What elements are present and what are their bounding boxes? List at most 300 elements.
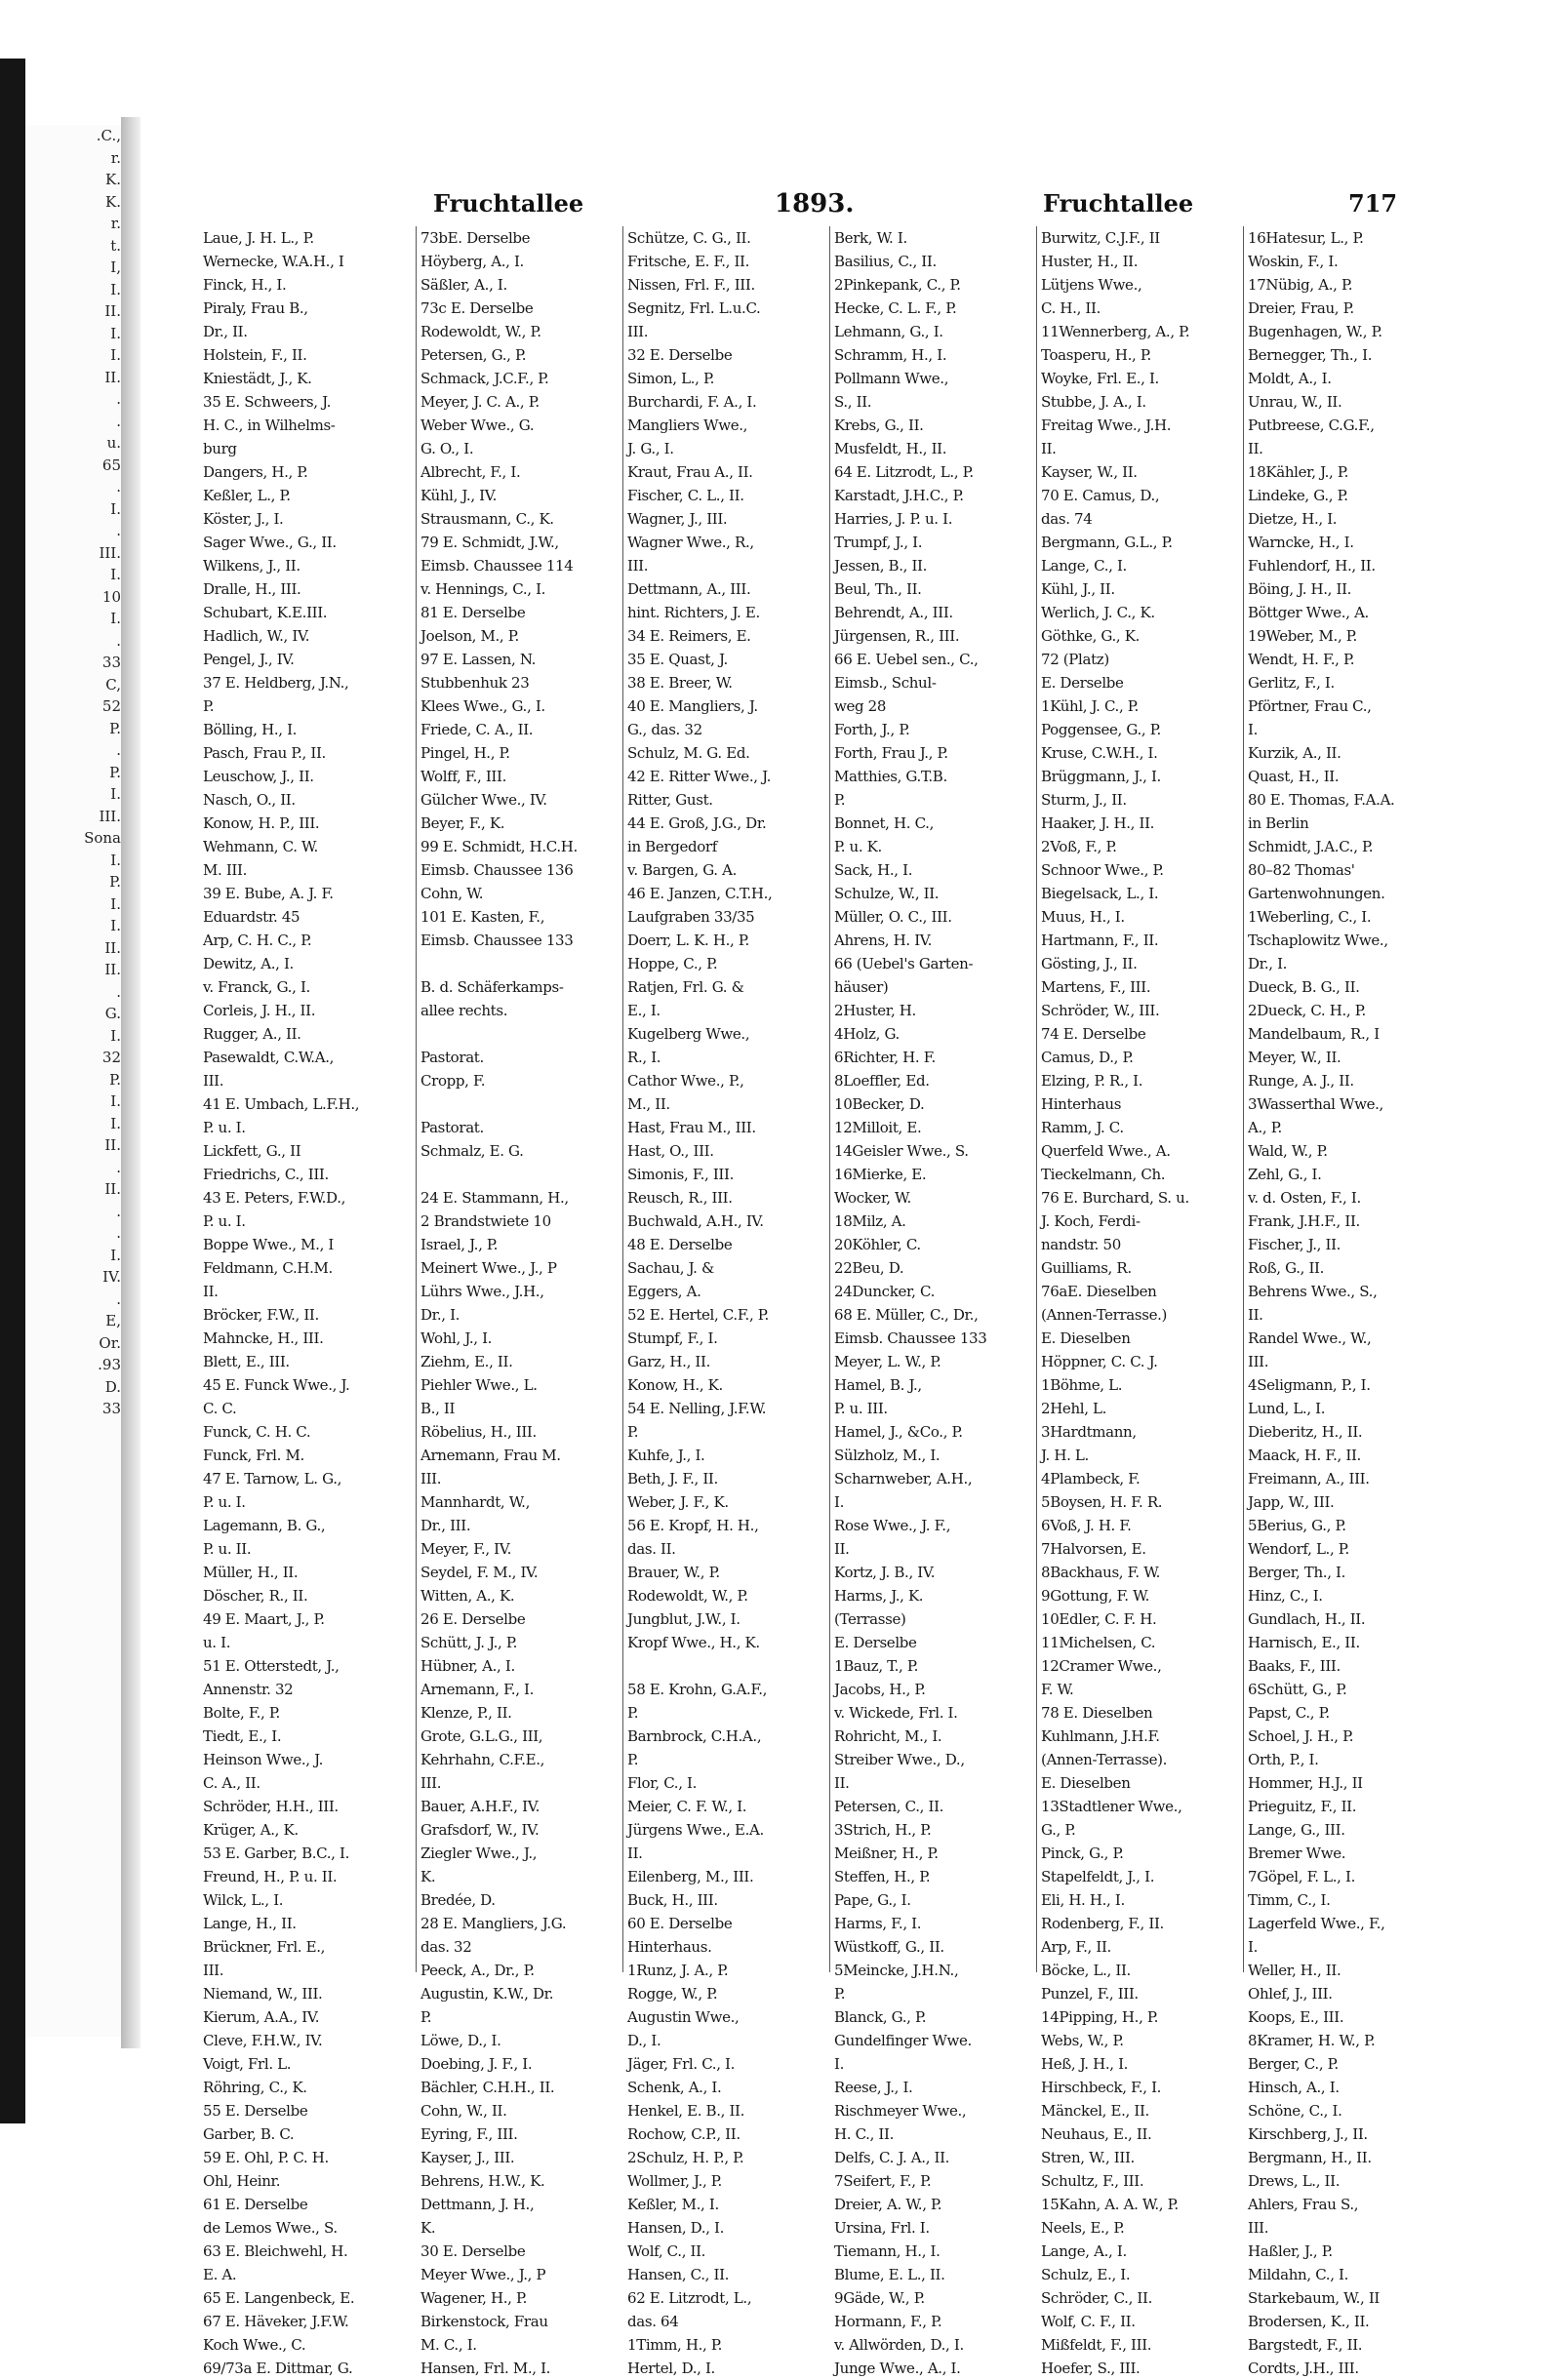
entry-line: 5Meincke, J.H.N., [834, 1962, 959, 1979]
entry-line: 9Gäde, W., P. [834, 2289, 925, 2307]
entry-line: Cohn, W. [420, 885, 484, 902]
entry-line: (Terrasse) [834, 1610, 906, 1628]
entry-line: Wolff, F., III. [420, 768, 507, 785]
entry-line: 10Becker, D. [834, 1095, 925, 1113]
entry-line: E. Derselbe [1041, 674, 1124, 692]
entry-line: Dettmann, J. H., [420, 2196, 535, 2213]
facing-page-fragment: I. [110, 346, 121, 364]
entry-line: Bugenhagen, W., P. [1248, 323, 1382, 340]
entry-line: Unrau, W., II. [1248, 393, 1342, 411]
facing-page-fragment: K. [105, 171, 121, 188]
entry-line: Roß, G., II. [1248, 1259, 1325, 1277]
entry-line: Lagerfeld Wwe., F., [1248, 1915, 1385, 1932]
entry-line: Doerr, L. K. H., P. [627, 932, 749, 949]
entry-line: Ohlef, J., III. [1248, 1985, 1333, 2003]
entry-line: Martens, F., III. [1041, 978, 1151, 996]
entry-line: Brüggmann, J., I. [1041, 768, 1161, 785]
entry-line: Wehmann, C. W. [203, 838, 318, 855]
entry-line: v. Hennings, C., I. [420, 580, 546, 598]
entry-line: B. d. Schäferkamps- [420, 978, 564, 996]
entry-line: Eimsb. Chaussee 114 [420, 557, 574, 575]
entry-line: 80–82 Thomas' [1248, 861, 1355, 879]
facing-page-fragment: . [116, 982, 121, 1001]
entry-line: 16Hatesur, L., P. [1248, 229, 1364, 247]
entry-line: Pape, G., I. [834, 1891, 911, 1909]
entry-line: Joelson, M., P. [420, 627, 519, 645]
entry-line: Bolte, F., P. [203, 1704, 280, 1722]
entry-line: P. u. III. [834, 1400, 888, 1417]
entry-line: Behrens, H.W., K. [420, 2172, 545, 2190]
entry-line: Jürgens Wwe., E.A. [627, 1821, 764, 1839]
entry-line: P. [834, 791, 846, 809]
entry-line: 35 E. Quast, J. [627, 651, 728, 668]
entry-line: Schröder, W., III. [1041, 1002, 1160, 1019]
scan-border [0, 59, 25, 2123]
entry-line: Beyer, F., K. [420, 814, 505, 832]
entry-line: Hoefer, S., III. [1041, 2360, 1141, 2377]
facing-page-fragment: I. [110, 324, 121, 342]
entry-line: Dr., I. [1248, 955, 1288, 972]
entry-line: 81 E. Derselbe [420, 604, 526, 621]
facing-page-fragment: III. [99, 543, 121, 562]
entry-line: Bauer, A.H.F., IV. [420, 1798, 540, 1815]
entry-line: J. Koch, Ferdi- [1041, 1212, 1141, 1230]
facing-page-fragment: . [116, 1289, 121, 1308]
facing-page-fragment: . [116, 522, 121, 539]
entry-line: Mangliers Wwe., [627, 416, 748, 434]
entry-line: Guilliams, R. [1041, 1259, 1132, 1277]
entry-line: Weller, H., II. [1248, 1962, 1341, 1979]
entry-line: Hast, O., III. [627, 1142, 714, 1160]
entry-line: E. A. [203, 2266, 237, 2283]
entry-line: III. [420, 1470, 442, 1488]
entry-line: Dewitz, A., I. [203, 955, 294, 972]
entry-line: Gundelfinger Wwe. [834, 2032, 972, 2049]
entry-line: 24Duncker, C. [834, 1283, 936, 1300]
entry-line: E. Derselbe [834, 1634, 917, 1651]
entry-line: Jungblut, J.W., I. [627, 1610, 740, 1628]
entry-line: Friedrichs, C., III. [203, 1166, 329, 1183]
entry-line: Gartenwohnungen. [1248, 885, 1385, 902]
entry-line: 3Wasserthal Wwe., [1248, 1095, 1383, 1113]
entry-line: Rodenberg, F., II. [1041, 1915, 1164, 1932]
entry-line: 4Plambeck, F. [1041, 1470, 1141, 1488]
entry-line: Schultz, F., III. [1041, 2172, 1144, 2190]
facing-page-fragment: r. [110, 148, 121, 167]
entry-line: Drews, L., II. [1248, 2172, 1341, 2190]
entry-line: Behrendt, A., III. [834, 604, 953, 621]
entry-line: Wendt, H. F., P. [1248, 651, 1355, 668]
entry-line: v. d. Osten, F., I. [1248, 1189, 1361, 1207]
entry-line: Höppner, C. C. J. [1041, 1353, 1158, 1370]
entry-line: Schröder, H.H., III. [203, 1798, 339, 1815]
entry-line: Prieguitz, F., II. [1248, 1798, 1357, 1815]
entry-line: 9Gottung, F. W. [1041, 1587, 1149, 1605]
entry-line: Meyer, F., IV. [420, 1540, 512, 1558]
entry-line: 40 E. Mangliers, J. [627, 697, 758, 715]
entry-line: 18Milz, A. [834, 1212, 906, 1230]
entry-line: Pinck, G., P. [1041, 1844, 1124, 1862]
entry-line: Cleve, F.H.W., IV. [203, 2032, 323, 2049]
entry-line: 4Holz, G. [834, 1025, 900, 1043]
entry-line: Lange, H., II. [203, 1915, 297, 1932]
entry-line: Wagner Wwe., R., [627, 534, 754, 551]
entry-line: nandstr. 50 [1041, 1236, 1121, 1253]
entry-line: Rose Wwe., J. F., [834, 1517, 951, 1534]
entry-line: Schöne, C., I. [1248, 2102, 1342, 2120]
entry-line: 1Runz, J. A., P. [627, 1962, 729, 1979]
entry-line: Maack, H. F., II. [1248, 1447, 1361, 1464]
entry-line: Schoel, J. H., P. [1248, 1727, 1354, 1745]
entry-line: 24 E. Stammann, H., [420, 1189, 569, 1207]
entry-line: 6Schütt, G., P. [1248, 1681, 1347, 1698]
entry-line: G., P. [1041, 1821, 1076, 1839]
entry-line: in Bergedorf [627, 838, 717, 855]
entry-line: P. u. I. [203, 1212, 246, 1230]
entry-line: 13Stadtlener Wwe., [1041, 1798, 1182, 1815]
entry-line: Augustin, K.W., Dr. [420, 1985, 554, 2003]
entry-line: Mandelbaum, R., I [1248, 1025, 1380, 1043]
entry-line: 67 E. Häveker, J.F.W. [203, 2313, 349, 2330]
entry-line: Tschaplowitz Wwe., [1248, 932, 1388, 949]
entry-line: Augustin Wwe., [627, 2008, 740, 2026]
directory-page [140, 146, 1483, 2377]
entry-line: Eimsb. Chaussee 136 [420, 861, 574, 879]
facing-page-fragment: . [116, 1224, 121, 1242]
entry-line: Lehmann, G., I. [834, 323, 943, 340]
entry-line: Arp, F., II. [1041, 1938, 1111, 1956]
entry-line: Sturm, J., II. [1041, 791, 1127, 809]
entry-line: 54 E. Nelling, J.F.W. [627, 1400, 767, 1417]
entry-line: Quast, H., II. [1248, 768, 1340, 785]
entry-line: 79 E. Schmidt, J.W., [420, 534, 559, 551]
entry-line: Ramm, J. C. [1041, 1119, 1124, 1136]
entry-line: Dr., I. [420, 1306, 460, 1324]
entry-line: Freitag Wwe., J.H. [1041, 416, 1172, 434]
entry-line: Grote, G.L.G., III, [420, 1727, 543, 1745]
entry-line: burg [203, 440, 237, 457]
entry-line: I. [1248, 721, 1258, 738]
entry-line: Barnbrock, C.H.A., [627, 1727, 762, 1745]
entry-line: 1Böhme, L. [1041, 1376, 1123, 1394]
entry-line: Buchwald, A.H., IV. [627, 1212, 764, 1230]
entry-line: Schmalz, E. G. [420, 1142, 524, 1160]
entry-line: K. [420, 2219, 436, 2237]
entry-line: Biegelsack, L., I. [1041, 885, 1159, 902]
entry-line: 2Schulz, H. P., P. [627, 2149, 744, 2166]
entry-line: Eilenberg, M., III. [627, 1868, 754, 1885]
entry-line: Keßler, M., I. [627, 2196, 719, 2213]
entry-line: Pasch, Frau P., II. [203, 744, 326, 762]
entry-line: Jessen, B., II. [834, 557, 928, 575]
entry-line: Hommer, H.J., II [1248, 1774, 1363, 1792]
entry-line: Freund, H., P. u. II. [203, 1868, 338, 1885]
entry-line: 20Köhler, C. [834, 1236, 921, 1253]
entry-line: Beth, J. F., II. [627, 1470, 718, 1488]
entry-line: Stumpf, F., I. [627, 1329, 718, 1347]
entry-line: 14Geisler Wwe., S. [834, 1142, 969, 1160]
entry-line: Wagener, H., P. [420, 2289, 528, 2307]
entry-line: 2 Brandstwiete 10 [420, 1212, 551, 1230]
entry-line: 3Strich, H., P. [834, 1821, 932, 1839]
facing-page-fragment: II. [104, 302, 121, 320]
entry-line: Garz, H., II. [627, 1353, 710, 1370]
entry-line: Kraut, Frau A., II. [627, 463, 753, 481]
entry-line: Musfeldt, H., II. [834, 440, 947, 457]
entry-line: B., II [420, 1400, 456, 1417]
entry-line: Ratjen, Frl. G. & [627, 978, 744, 996]
entry-line: Eduardstr. 45 [203, 908, 300, 926]
entry-line: Wald, W., P. [1248, 1142, 1328, 1160]
entry-line: hint. Richters, J. E. [627, 604, 760, 621]
entry-line: Huster, H., II. [1041, 253, 1139, 270]
entry-line: Wilck, L., I. [203, 1891, 284, 1909]
column-5 [1036, 226, 1244, 2377]
entry-line: 7Halvorsen, E. [1041, 1540, 1146, 1558]
page-number: 717 [1348, 189, 1398, 218]
entry-line: R., I. [627, 1049, 661, 1066]
entry-line: P. [627, 1751, 639, 1768]
entry-line: Corleis, J. H., II. [203, 1002, 316, 1019]
entry-line: Heinson Wwe., J. [203, 1751, 324, 1768]
entry-line: Moldt, A., I. [1248, 370, 1332, 387]
entry-line: Bredée, D. [420, 1891, 496, 1909]
entry-line: Reusch, R., III. [627, 1189, 733, 1207]
entry-line: Klees Wwe., G., I. [420, 697, 545, 715]
entry-line: 3Hardtmann, [1041, 1423, 1137, 1441]
entry-line: M., II. [627, 1095, 670, 1113]
entry-line: Wolf, C., II. [627, 2242, 706, 2260]
entry-line: 46 E. Janzen, C.T.H., [627, 885, 773, 902]
entry-line: 62 E. Litzrodt, L., [627, 2289, 752, 2307]
entry-line: Basilius, C., II. [834, 253, 937, 270]
entry-line: Wilkens, J., II. [203, 557, 300, 575]
entry-line: 12Cramer Wwe., [1041, 1657, 1162, 1675]
entry-line: Bonnet, H. C., [834, 814, 935, 832]
entry-line: Querfeld Wwe., A. [1041, 1142, 1171, 1160]
entry-line: 8Backhaus, F. W. [1041, 1564, 1161, 1581]
entry-line: Ritter, Gust. [627, 791, 713, 809]
entry-line: 30 E. Derselbe [420, 2242, 526, 2260]
entry-line: 80 E. Thomas, F.A.A. [1248, 791, 1395, 809]
entry-line: Voigt, Frl. L. [203, 2055, 292, 2073]
entry-line: Bergmann, H., II. [1248, 2149, 1372, 2166]
entry-line: Bargstedt, F., II. [1248, 2336, 1363, 2354]
entry-line: 72 (Platz) [1041, 651, 1109, 668]
entry-line: Hinterhaus. [627, 1938, 712, 1956]
entry-line: Mildahn, C., I. [1248, 2266, 1349, 2283]
entry-line: Wohl, J., I. [420, 1329, 493, 1347]
entry-line: Woskin, F., I. [1248, 253, 1339, 270]
facing-page-fragment: I. [110, 1092, 121, 1110]
address-columns [203, 226, 1483, 2377]
entry-line: Eimsb. Chaussee 133 [834, 1329, 987, 1347]
street-heading-left: Fruchtallee [433, 189, 584, 218]
entry-line: Kuhlmann, J.H.F. [1041, 1727, 1160, 1745]
facing-page-fragment: 33 [101, 1400, 121, 1417]
street-heading-right: Fruchtallee [1043, 189, 1194, 218]
facing-page-fragment: Or. [99, 1333, 121, 1352]
entry-line: Schütt, J. J., P. [420, 1634, 517, 1651]
entry-line [420, 1163, 623, 1186]
entry-line: Schmidt, J.A.C., P. [1248, 838, 1374, 855]
entry-line: weg 28 [834, 697, 887, 715]
entry-line: Camus, D., P. [1041, 1049, 1134, 1066]
entry-line: Piraly, Frau B., [203, 299, 308, 317]
facing-page-fragment: I. [110, 851, 121, 869]
entry-line: Arnemann, Frau M. [420, 1447, 561, 1464]
facing-page-fragment: I. [110, 1114, 121, 1132]
entry-line: Burwitz, C.J.F., II [1041, 229, 1160, 247]
entry-line: Lange, C., I. [1041, 557, 1127, 575]
entry-line: Schröder, C., II. [1041, 2289, 1152, 2307]
entry-line: Hartmann, F., II. [1041, 932, 1159, 949]
entry-line: Laufgraben 33/35 [627, 908, 755, 926]
entry-line: Bröcker, F.W., II. [203, 1306, 319, 1324]
entry-line: Dralle, H., III. [203, 580, 301, 598]
entry-line: II. [834, 1774, 850, 1792]
entry-line: Hinterhaus [1041, 1095, 1122, 1113]
entry-line: Heß, J. H., I. [1041, 2055, 1129, 2073]
entry-line: Rugger, A., II. [203, 1025, 301, 1043]
entry-line: Haaker, J. H., II. [1041, 814, 1155, 832]
entry-line: Kortz, J. B., IV. [834, 1564, 936, 1581]
entry-line: Hamel, J., &Co., P. [834, 1423, 963, 1441]
entry-line: Japp, W., III. [1248, 1493, 1335, 1511]
entry-line: Stren, W., III. [1041, 2149, 1135, 2166]
entry-line: Ahlers, Frau S., [1248, 2196, 1359, 2213]
entry-line: Burchardi, F. A., I. [627, 393, 757, 411]
entry-line: Feldmann, C.H.M. [203, 1259, 333, 1277]
entry-line: Meyer Wwe., J., P [420, 2266, 546, 2283]
entry-line: I. [834, 2055, 844, 2073]
entry-line: Böcke, L., II. [1041, 1962, 1131, 1979]
entry-line: E. Dieselben [1041, 1774, 1131, 1792]
entry-line: P. u. I. [203, 1493, 246, 1511]
entry-line [420, 1022, 623, 1046]
entry-line: 48 E. Derselbe [627, 1236, 733, 1253]
entry-line: Müller, H., II. [203, 1564, 299, 1581]
entry-line: Wüstkoff, G., II. [834, 1938, 944, 1956]
entry-line: Zehl, G., I. [1248, 1166, 1322, 1183]
facing-page-fragment: I. [110, 280, 121, 298]
entry-line: M. C., I. [420, 2336, 477, 2354]
entry-line: 18Kähler, J., P. [1248, 463, 1349, 481]
entry-line: 14Pipping, H., P. [1041, 2008, 1159, 2026]
entry-line: Hormann, F., P. [834, 2313, 942, 2330]
entry-line: 76aE. Dieselben [1041, 1283, 1157, 1300]
entry-line: D., I. [627, 2032, 661, 2049]
entry-line: Fischer, C. L., II. [627, 487, 744, 504]
facing-page-fragment: II. [104, 961, 121, 978]
entry-line: 78 E. Dieselben [1041, 1704, 1153, 1722]
entry-line: Bergmann, G.L., P. [1041, 534, 1173, 551]
entry-line: Mahncke, H., III. [203, 1329, 324, 1347]
entry-line: Segnitz, Frl. L.u.C. [627, 299, 761, 317]
entry-line: III. [627, 323, 649, 340]
entry-line: Timm, C., I. [1248, 1891, 1331, 1909]
entry-line: Bölling, H., I. [203, 721, 298, 738]
entry-line: 70 E. Camus, D., [1041, 487, 1160, 504]
entry-line: Schnoor Wwe., P. [1041, 861, 1164, 879]
entry-line: Lund, L., I. [1248, 1400, 1326, 1417]
entry-line: Hecke, C. L. F., P. [834, 299, 957, 317]
entry-line [420, 952, 623, 975]
entry-line: Beul, Th., II. [834, 580, 922, 598]
entry-line: Kühl, J., IV. [420, 487, 498, 504]
entry-line: Nasch, O., II. [203, 791, 296, 809]
entry-line: P. [627, 1423, 639, 1441]
entry-line: Pollmann Wwe., [834, 370, 949, 387]
facing-page-fragment: D. [104, 1377, 121, 1396]
entry-line: Petersen, C., II. [834, 1798, 944, 1815]
entry-line: Brückner, Frl. E., [203, 1938, 326, 1956]
entry-line: Neels, E., P. [1041, 2219, 1125, 2237]
entry-line: Hinsch, A., I. [1248, 2079, 1340, 2096]
entry-line: Rodewoldt, W., P. [627, 1587, 748, 1605]
entry-line: Fischer, J., II. [1248, 1236, 1341, 1253]
entry-line: 52 E. Hertel, C.F., P. [627, 1306, 769, 1324]
entry-line: 42 E. Ritter Wwe., J. [627, 768, 772, 785]
column-1 [203, 226, 412, 2377]
entry-line: Fuhlendorf, H., II. [1248, 557, 1376, 575]
entry-line: 64 E. Litzrodt, L., P. [834, 463, 974, 481]
entry-line: (Annen-Terrasse.) [1041, 1306, 1168, 1324]
entry-line: Sager Wwe., G., II. [203, 534, 337, 551]
column-2 [416, 226, 623, 2377]
entry-line: Albrecht, F., I. [420, 463, 521, 481]
entry-line: Hirschbeck, F., I. [1041, 2079, 1162, 2096]
facing-page-fragment: . [116, 1202, 121, 1220]
entry-line: 73bE. Derselbe [420, 229, 531, 247]
entry-line: 28 E. Mangliers, J.G. [420, 1915, 567, 1932]
entry-line: Kniestädt, J., K. [203, 370, 312, 387]
entry-line: K. [420, 1868, 436, 1885]
entry-line: Ziegler Wwe., J., [420, 1844, 538, 1862]
entry-line: Bächler, C.H.H., II. [420, 2079, 555, 2096]
entry-line: 34 E. Reimers, E. [627, 627, 751, 645]
facing-page-fragment: . [116, 412, 121, 430]
entry-line: 15Kahn, A. A. W., P. [1041, 2196, 1179, 2213]
facing-page-fragment: I. [110, 894, 121, 913]
entry-line: P. u. I. [203, 1119, 246, 1136]
entry-line: Henkel, E. B., II. [627, 2102, 745, 2120]
entry-line: Hinz, C., I. [1248, 1587, 1323, 1605]
entry-line: Bernegger, Th., I. [1248, 346, 1373, 364]
entry-line: C. C. [203, 1400, 237, 1417]
entry-line: C. H., II. [1041, 299, 1101, 317]
entry-line: 47 E. Tarnow, L. G., [203, 1470, 342, 1488]
entry-line: Runge, A. J., II. [1248, 1072, 1354, 1090]
entry-line: Röhring, C., K. [203, 2079, 307, 2096]
entry-line: Forth, Frau J., P. [834, 744, 948, 762]
entry-line: 74 E. Derselbe [1041, 1025, 1146, 1043]
entry-line: 60 E. Derselbe [627, 1915, 733, 1932]
entry-line: Mannhardt, W., [420, 1493, 530, 1511]
facing-page-fragment: I. [110, 610, 121, 627]
entry-line: Kayser, J., III. [420, 2149, 515, 2166]
entry-line: Lindeke, G., P. [1248, 487, 1348, 504]
entry-line: 2Huster, H. [834, 1002, 916, 1019]
entry-line: Hübner, A., I. [420, 1657, 515, 1675]
entry-line: G. O., I. [420, 440, 474, 457]
entry-line: Müller, O. C., III. [834, 908, 952, 926]
entry-line: de Lemos Wwe., S. [203, 2219, 338, 2237]
entry-line: Neuhaus, E., II. [1041, 2125, 1152, 2143]
entry-line: Randel Wwe., W., [1248, 1329, 1372, 1347]
entry-line: III. [1248, 2219, 1269, 2237]
facing-page-fragment: r. [110, 215, 121, 232]
